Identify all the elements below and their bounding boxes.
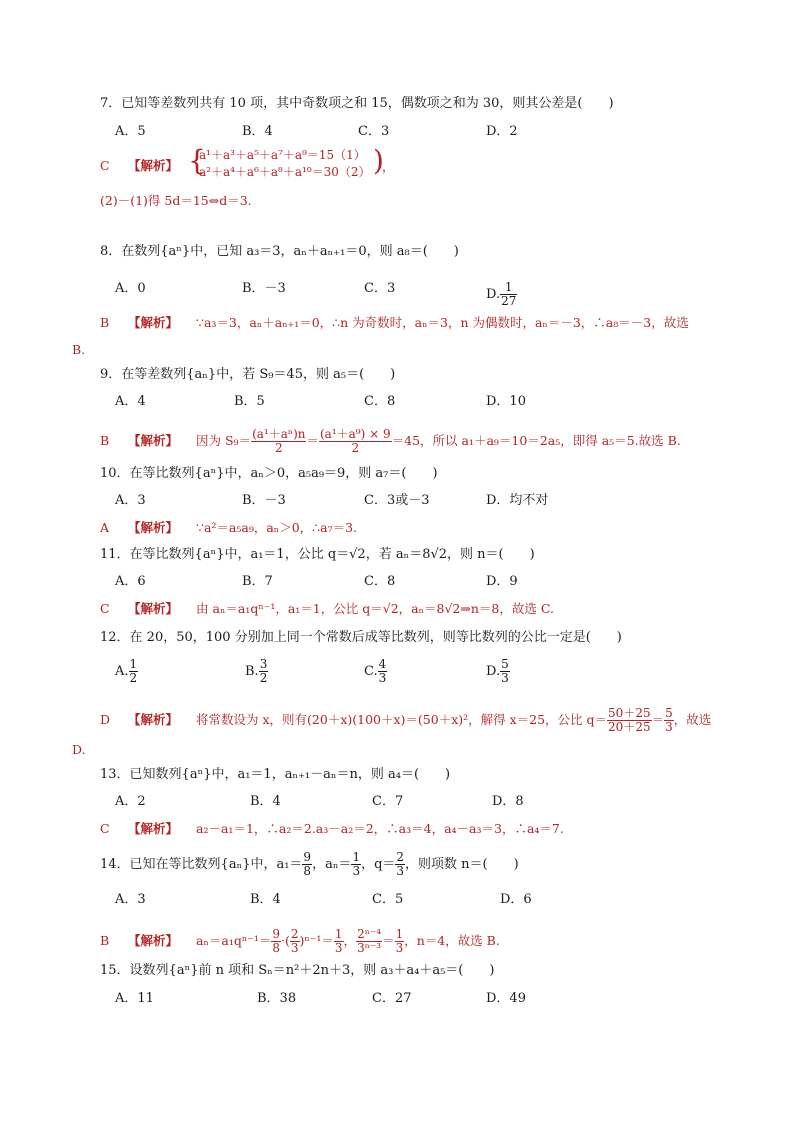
q10-option-d: D．均不对: [486, 493, 549, 508]
q9-answer-letter: B: [100, 433, 110, 448]
fraction-numerator: 1: [129, 657, 138, 671]
q15-option-c: C．27: [372, 991, 412, 1006]
q9-fraction-2: [319, 428, 392, 455]
question-15-stem: 15．设数列{aⁿ}前 n 项和 Sₙ＝n²＋2n＋3，则 a₃＋a₄＋a₅＝( ): [100, 963, 495, 978]
question-14-stem: [100, 851, 519, 878]
q14-analysis-tag: 【解析】: [128, 933, 179, 948]
q8-option-c: C．3: [364, 281, 396, 296]
question-12-stem: 12．在 20，50，100 分别加上同一个常数后成等比数列，则等比数列的公比一定是( ): [100, 630, 622, 645]
q12-solution-continuation: D.: [72, 742, 86, 757]
q11-option-a: A．6: [115, 574, 146, 589]
q14-stem-mid-2: ，q＝: [361, 857, 396, 872]
q14-solution-mid-4: ＝: [382, 933, 395, 948]
q8-option-d-fraction: [500, 281, 517, 308]
q12-option-b: [245, 658, 268, 685]
fraction-denominator: 2: [129, 671, 138, 685]
fraction-numerator: (a¹＋a⁹) × 9: [320, 427, 391, 441]
q14-stem-post: ，则项数 n＝( ): [405, 857, 519, 872]
question-10-stem: 10．在等比数列{aⁿ}中，aₙ＞0，a₅a₉＝9，则 a₇＝( ): [100, 466, 438, 481]
q7-brace-right: ): [373, 144, 384, 177]
q10-option-b: B．－3: [242, 493, 286, 508]
q8-answer-letter: B: [100, 315, 110, 330]
q14-solution-fraction-5: [395, 928, 405, 955]
q14-solution-fraction-4: [356, 928, 382, 955]
fraction-numerator: 1: [500, 281, 517, 295]
q12-equals: ＝: [651, 712, 665, 727]
q7-solution-line-2: (2)－(1)得 5d＝15⇔d＝3.: [100, 193, 252, 208]
q14-solution-fraction-1: [271, 928, 281, 955]
question-11-stem: 11．在等比数列{aⁿ}中，a₁＝1，公比 q＝√2，若 aₙ＝8√2，则 n＝( ): [100, 547, 535, 562]
q12-option-c: [364, 658, 387, 685]
q12-option-a: [115, 658, 138, 685]
q14-solution-mid-2: )ⁿ⁻¹＝: [299, 933, 334, 948]
fraction-denominator: 3: [290, 941, 299, 955]
q14-option-c: C．5: [372, 892, 404, 907]
fraction-numerator: 2: [396, 850, 405, 864]
q12-option-b-fraction: [259, 658, 269, 685]
q9-solution: [100, 428, 681, 455]
q14-option-a: A．3: [115, 892, 146, 907]
fraction-denominator: 3: [378, 671, 387, 685]
q11-option-c: C．8: [364, 574, 396, 589]
fraction-numerator: 50＋25: [608, 706, 651, 720]
q10-analysis-tag: 【解析】: [128, 520, 179, 535]
q14-stem-fraction-2: [351, 851, 361, 878]
q12-solution: [100, 707, 711, 734]
q14-solution: [100, 928, 500, 955]
q15-option-b: B．38: [257, 991, 297, 1006]
q13-solution: [100, 821, 564, 837]
question-9-stem: 9．在等差数列{aₙ}中，若 S₉＝45，则 a₅＝( ): [100, 367, 396, 382]
q7-option-b: B．4: [242, 124, 273, 139]
fraction-denominator: 20＋25: [608, 720, 651, 734]
q9-option-a: A．4: [115, 394, 146, 409]
q14-stem-mid-1: ，aₙ＝: [312, 857, 352, 872]
q8-option-d: [486, 281, 517, 308]
q7-option-d: D．2: [486, 124, 518, 139]
q14-solution-mid-3: ，: [343, 933, 357, 948]
fraction-numerator: 1: [334, 927, 343, 941]
fraction-numerator: 1: [395, 927, 404, 941]
q14-option-d: D．6: [500, 892, 532, 907]
q14-stem-fraction-1: [302, 851, 312, 878]
fraction-numerator: 9: [303, 850, 312, 864]
q11-analysis-tag: 【解析】: [128, 601, 179, 616]
q8-solution: [100, 315, 689, 331]
q7-equation-2: a²＋a⁴＋a⁶＋a⁸＋a¹⁰＝30（2）: [199, 165, 371, 179]
q14-solution-fraction-3: [334, 928, 344, 955]
fraction-numerator: 1: [352, 850, 361, 864]
fraction-numerator: 2: [290, 927, 299, 941]
q12-option-c-label: C.: [364, 664, 378, 679]
fraction-denominator: 8: [272, 941, 280, 955]
q9-option-b: B．5: [234, 394, 265, 409]
q12-option-d-label: D.: [486, 664, 501, 679]
q12-result-fraction: [664, 707, 674, 734]
question-13-stem: 13．已知数列{aⁿ}中，a₁＝1，aₙ₊₁－aₙ＝n，则 a₄＝( ): [100, 767, 451, 782]
q15-option-d: D．49: [486, 991, 526, 1006]
fraction-denominator: 2: [274, 441, 283, 455]
q13-option-c: C．7: [372, 794, 404, 809]
q8-option-b: B．－3: [242, 281, 286, 296]
fraction-denominator: 2: [351, 441, 360, 455]
q11-option-b: B．7: [242, 574, 273, 589]
q9-solution-post: ＝45，所以 a₁＋a₉＝10＝2a₅，即得 a₅＝5.故选 B.: [391, 433, 681, 448]
q7-answer-letter: C: [100, 158, 110, 173]
q12-solution-pre: 将常数设为 x，则有(20＋x)(100＋x)＝(50＋x)²，解得 x＝25，公比 q＝: [196, 712, 608, 727]
q12-analysis-tag: 【解析】: [128, 712, 179, 727]
q10-solution-text: ∵a²＝a₅a₉，aₙ＞0，∴a₇＝3.: [196, 520, 358, 535]
q14-solution-fraction-2: [290, 928, 300, 955]
q7-analysis-tag: 【解析】: [128, 158, 179, 173]
q11-answer-letter: C: [100, 601, 110, 616]
q8-option-a: A．0: [115, 281, 146, 296]
q14-answer-letter: B: [100, 933, 110, 948]
q12-option-c-fraction: [378, 658, 388, 685]
q12-option-b-label: B.: [245, 664, 259, 679]
q9-option-c: C．8: [364, 394, 396, 409]
fraction-denominator: 27: [501, 294, 517, 308]
q14-solution-mid-1: ·(: [281, 933, 290, 948]
fraction-denominator: 3: [396, 864, 405, 878]
q10-answer-letter: A: [100, 520, 110, 535]
q14-option-b: B．4: [250, 892, 281, 907]
q14-solution-pre: aₙ＝a₁qⁿ⁻¹＝: [196, 933, 272, 948]
fraction-numerator: 9: [272, 927, 280, 941]
q13-solution-text: a₂－a₁＝1，∴a₂＝2.a₃－a₂＝2，∴a₃＝4，a₄－a₃＝3，∴a₄＝7.: [196, 821, 564, 836]
q13-answer-letter: C: [100, 821, 110, 836]
q11-solution: [100, 601, 554, 617]
q7-option-a: A．5: [115, 124, 146, 139]
q7-solution: [100, 158, 196, 174]
fraction-numerator: 5: [501, 657, 509, 671]
q11-option-d: D．9: [486, 574, 518, 589]
fraction-denominator: 8: [303, 864, 312, 878]
q13-option-d: D．8: [492, 794, 524, 809]
q14-stem-pre: 14．已知在等比数列{aₙ}中，a₁＝: [100, 857, 303, 872]
q7-system-comma: ，: [382, 159, 395, 174]
fraction-denominator: 3ⁿ⁻³: [357, 941, 382, 955]
q9-equals: ＝: [306, 433, 319, 448]
q13-option-b: B．4: [250, 794, 281, 809]
fraction-numerator: 5: [665, 706, 673, 720]
q9-analysis-tag: 【解析】: [128, 433, 179, 448]
fraction-numerator: 4: [378, 657, 387, 671]
question-7-stem: 7．已知等差数列共有 10 项，其中奇数项之和 15，偶数项之和为 30，则其公差是( ): [100, 96, 614, 111]
q13-option-a: A．2: [115, 794, 146, 809]
q7-option-c: C．3: [358, 124, 390, 139]
q9-option-d: D．10: [486, 394, 526, 409]
q9-solution-pre: 因为 S₉＝: [196, 433, 252, 448]
q12-solution-post: ，故选: [673, 712, 712, 727]
q12-answer-letter: D: [100, 712, 111, 727]
q10-option-c: C．3或－3: [364, 493, 430, 508]
q8-solution-text: ∵a₃＝3，aₙ＋aₙ₊₁＝0，∴n 为奇数时，aₙ＝3，n 为偶数时，aₙ＝－3，∴a₈＝－3，故选: [196, 315, 689, 330]
q10-option-a: A．3: [115, 493, 146, 508]
q12-ratio-fraction: [607, 707, 652, 734]
q8-option-d-label: D.: [486, 287, 501, 302]
fraction-denominator: 2: [259, 671, 268, 685]
q8-solution-continuation: B.: [72, 342, 86, 357]
q13-analysis-tag: 【解析】: [128, 821, 179, 836]
fraction-numerator: (a¹＋aⁿ)n: [252, 427, 306, 441]
fraction-numerator: 3: [259, 657, 268, 671]
q8-analysis-tag: 【解析】: [128, 315, 179, 330]
question-8-stem: 8．在数列{aⁿ}中，已知 a₃＝3，aₙ＋aₙ₊₁＝0，则 a₈＝( ): [100, 244, 459, 259]
fraction-denominator: 3: [665, 720, 673, 734]
q12-option-d: [486, 658, 510, 685]
q7-brace-left: {: [188, 144, 206, 177]
fraction-denominator: 3: [501, 671, 509, 685]
fraction-denominator: 3: [334, 941, 343, 955]
q11-solution-text: 由 aₙ＝a₁qⁿ⁻¹，a₁＝1，公比 q＝√2，aₙ＝8√2⇒n＝8，故选 C.: [196, 601, 554, 616]
fraction-denominator: 3: [395, 941, 404, 955]
q7-equation-1: a¹＋a³＋a⁵＋a⁷＋a⁹＝15（1）: [199, 148, 366, 162]
q10-solution: [100, 520, 357, 536]
fraction-numerator: 2ⁿ⁻⁴: [357, 927, 382, 941]
q12-option-d-fraction: [500, 658, 510, 685]
fraction-denominator: 3: [352, 864, 361, 878]
q15-option-a: A．11: [115, 991, 154, 1006]
q12-option-a-fraction: [129, 658, 139, 685]
q12-option-a-label: A.: [115, 664, 129, 679]
q14-solution-post: ，n＝4，故选 B.: [404, 933, 500, 948]
q9-fraction-1: [251, 428, 306, 455]
q14-stem-fraction-3: [395, 851, 405, 878]
